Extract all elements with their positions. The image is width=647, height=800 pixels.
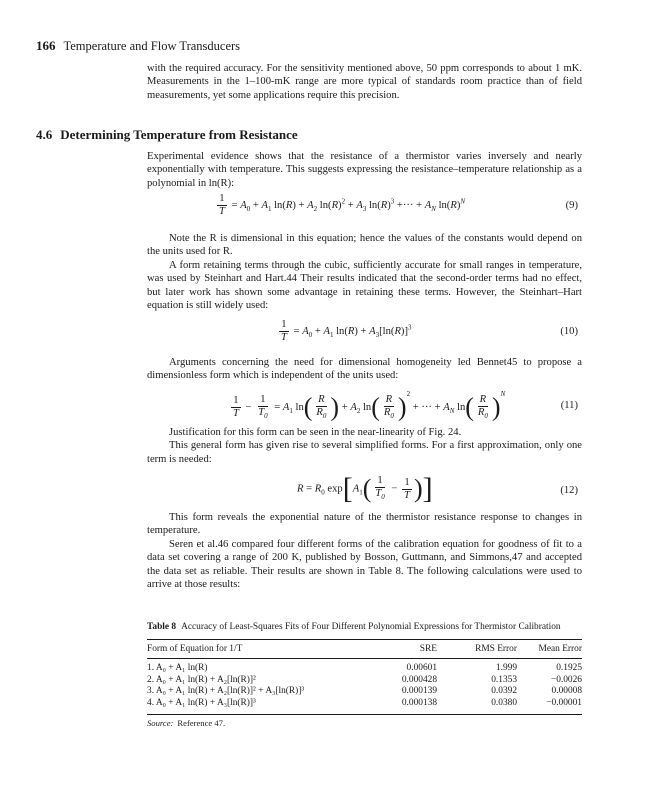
paragraph-4: Arguments concerning the need for dimensional homogeneity led Bennet45 to propose a dimensionless form which is independent of the units used: <box>147 357 582 382</box>
table-8 <box>147 622 582 728</box>
cell-sre: 0.000139 <box>401 686 437 697</box>
equation-11-body: $\frac{1}{T}$ − $\frac{1}{T_0}$ = $A_1$ ln( $\frac{R}{R_0}$ ) + $A_2$ ln( $\frac{R}{R_0}$ )$^2$ + ··· + $A_N$ ln( $\frac{R}{R_0}$ )$^N$ <box>233 390 506 422</box>
table-caption <box>147 622 582 634</box>
cell-mean: −0.00001 <box>546 697 582 708</box>
cell-mean: 0.00008 <box>551 686 582 697</box>
col-header-sre: SRE <box>419 643 437 654</box>
cell-sre: 0.000428 <box>401 674 437 685</box>
paragraph-1: Experimental evidence shows that the resistance of a thermistor varies inversely and nearly exponentially with temperature. This suggests expressing the resistance–temperature relationship as a polynomial in ln(R): <box>147 151 582 189</box>
equation-10 <box>147 319 582 347</box>
paragraph-7-8-block <box>147 511 582 591</box>
table-row <box>147 686 582 698</box>
cell-form: 2. A₀ + A₁ ln(R) + A₂[ln(R)]² <box>147 674 256 685</box>
section-heading <box>36 127 306 143</box>
equation-10-number: (10) <box>560 326 578 337</box>
paragraph-2-3-block <box>147 232 582 312</box>
table-label: Table 8 <box>147 622 177 632</box>
equation-12 <box>147 473 582 509</box>
equation-10-body: $\frac{1}{T}$ = $A_0 + A_1$ $\ln(R) + A_3[\ln(R)]^3$ <box>281 319 412 343</box>
equation-9-body: $\frac{1}{T}$ = $A_0 + A_1$ $\ln(R) + A_2$ $\ln(R)^2 + A_3$ $\ln(R)^3$ +··· + $A_N$ $\ln(R)^N$ <box>219 193 466 217</box>
paragraph-3: A form retaining terms through the cubic, sufficiently accurate for small ranges in temperature, was used by Steinhart and Hart.44 Their results indicated that the second-order terms had no effect, but later work has shown some advantage in retaining these terms. However, the Steinhart–Hart equation is still widely used: <box>147 259 582 312</box>
intro-paragraph: with the required accuracy. For the sensitivity mentioned above, 50 ppm corresponds to about 1 mK. Measurements in the 1–100-mK range are more typical of standards room practice than of field measurements, yet some applications require this precision. <box>147 63 582 101</box>
cell-form: 1. A₀ + A₁ ln(R) <box>147 663 208 674</box>
table-row <box>147 663 582 675</box>
equation-11 <box>147 388 582 424</box>
cell-form: 3. A₀ + A₁ ln(R) + A₂[ln(R)]² + A₃[ln(R)]³ <box>147 686 305 697</box>
paragraph-4-block <box>147 356 582 383</box>
paragraph-6: This general form has given rise to several simplified forms. For a first approximation, only one term is needed: <box>147 440 582 465</box>
cell-form: 4. A₀ + A₁ ln(R) + A₃[ln(R)]³ <box>147 697 256 708</box>
equation-12-body: $R = R_0$ $\exp[A_1$( $\frac{1}{T_0}$ − $\frac{1}{T}$ )] <box>297 472 433 506</box>
source-label: Source: <box>147 717 174 728</box>
table-caption-text: Accuracy of Least-Squares Fits of Four Different Polynomial Expressions for Thermistor Calibration <box>181 622 561 632</box>
paragraph-2: Note the R is dimensional in this equation; hence the values of the constants would depend on the units used for R. <box>147 233 582 258</box>
col-header-mean: Mean Error <box>538 643 582 654</box>
paragraph-8: Seren et al.46 compared four different forms of the calibration equation for goodness of fit to a data set covering a range of 200 K, published by Bosson, Guttmann, and Simmons,47 and accepted the data set as reliable. Their results are shown in Table 8. The following calculations were used to arrive at those results: <box>147 538 582 591</box>
cell-sre: 0.00601 <box>406 663 437 674</box>
cell-mean: −0.0026 <box>550 674 582 685</box>
cell-sre: 0.000138 <box>401 697 437 708</box>
table-row <box>147 698 582 710</box>
intro-paragraph-block <box>147 62 582 102</box>
table-header-row <box>147 640 582 659</box>
cell-rms: 0.1353 <box>491 674 517 685</box>
equation-12-number: (12) <box>560 485 578 496</box>
cell-rms: 1.999 <box>495 663 517 674</box>
cell-rms: 0.0380 <box>491 697 517 708</box>
paragraph-5-6-block <box>147 426 582 466</box>
paragraph-5: Justification for this form can be seen in the near-linearity of Fig. 24. <box>169 427 462 438</box>
section-number: 4.6 <box>36 127 53 142</box>
source-text: Reference 47. <box>177 717 226 728</box>
table-row <box>147 675 582 687</box>
cell-mean: 0.1925 <box>556 663 582 674</box>
col-header-rms: RMS Error <box>475 643 517 654</box>
col-header-form: Form of Equation for 1/T <box>147 643 243 654</box>
running-title: Temperature and Flow Transducers <box>63 39 241 53</box>
paragraph-1-block <box>147 150 582 190</box>
equation-11-number: (11) <box>560 400 578 411</box>
equation-9-number: (9) <box>565 200 578 211</box>
equation-9 <box>147 193 582 221</box>
running-header <box>36 38 240 54</box>
paragraph-7: This form reveals the exponential nature of the thermistor resistance response to changes in temperature. <box>147 512 582 537</box>
section-title: Determining Temperature from Resistance <box>60 127 298 142</box>
cell-rms: 0.0392 <box>491 686 517 697</box>
table-source <box>147 718 582 728</box>
page-number: 166 <box>36 38 56 53</box>
